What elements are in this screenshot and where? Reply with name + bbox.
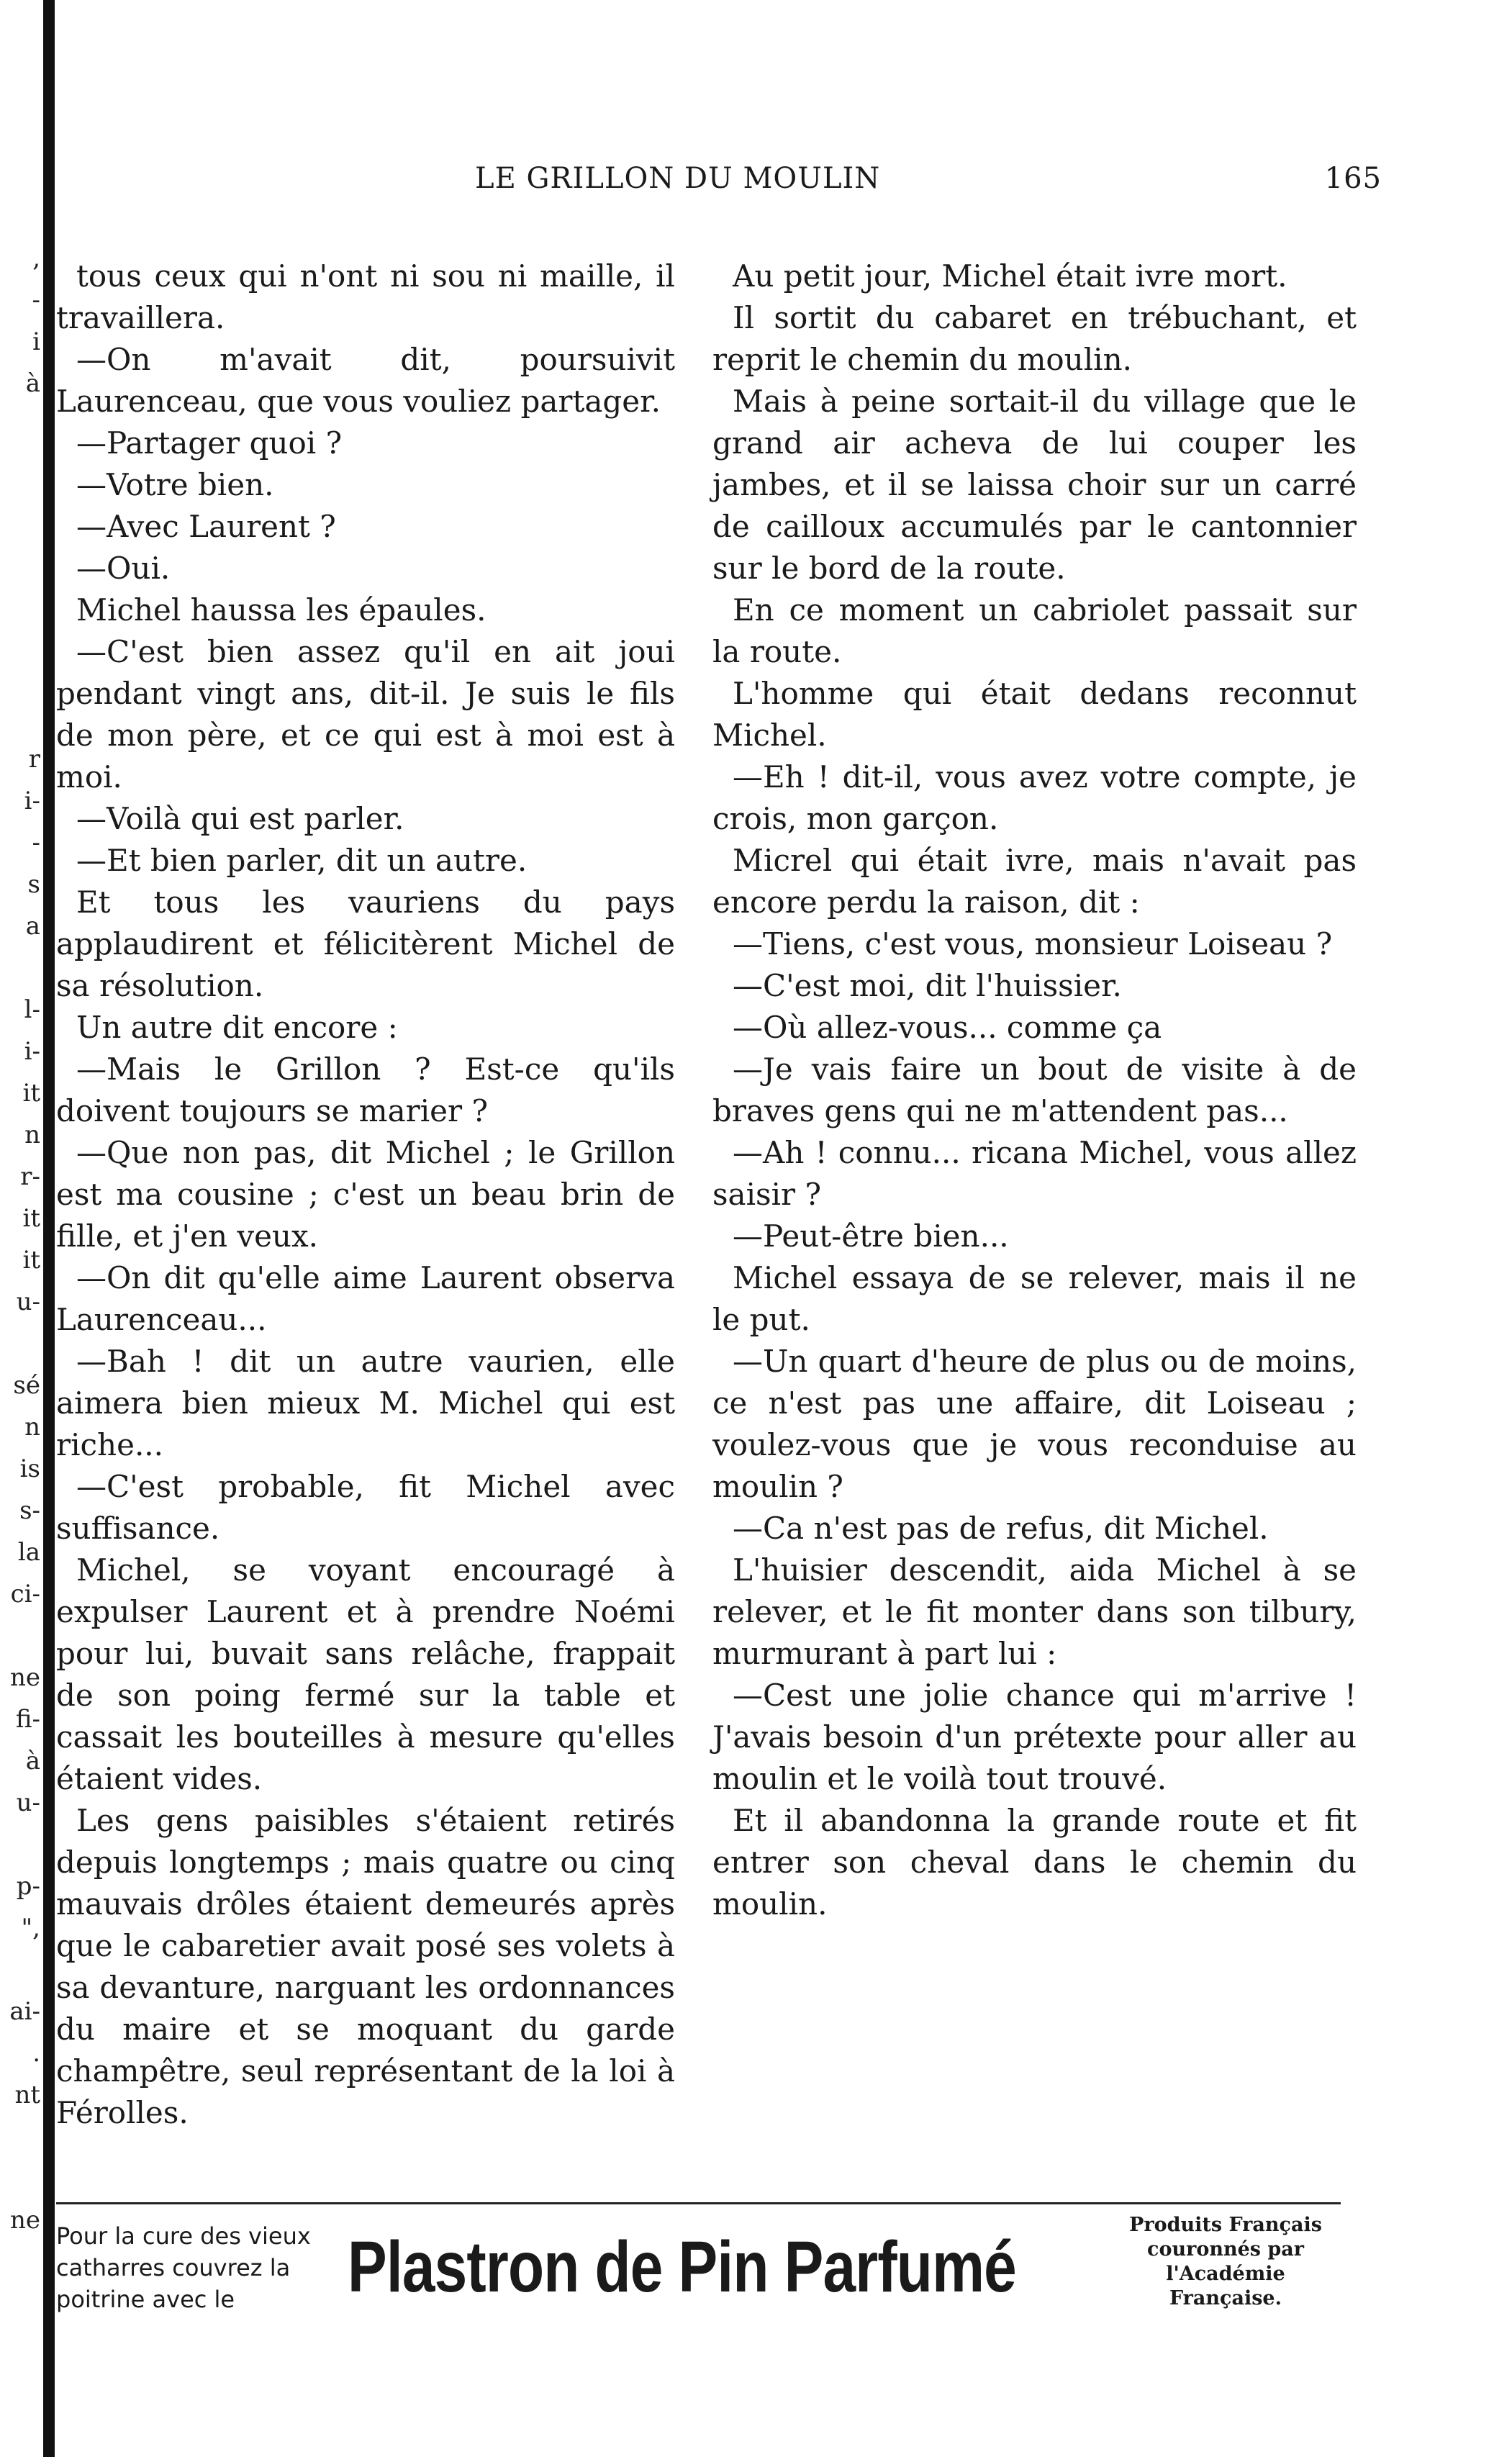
gutter-fragment: à <box>25 369 40 398</box>
ad-separator-rule <box>56 2202 1341 2204</box>
gutter-fragment: - <box>32 286 40 315</box>
gutter-fragment <box>0 1323 42 1365</box>
paragraph: Michel essaya de se relever, mais il ne le put. <box>712 1260 1357 1337</box>
paragraph: —Cest une jolie chance qui m'arrive ! J'avais besoin d'un prétexte pour aller au moulin et le voilà tout trouvé. <box>712 1678 1357 1796</box>
gutter-fragment: it <box>22 1204 40 1233</box>
paragraph: —Votre bien. <box>76 467 274 502</box>
gutter-fragment: , <box>32 244 40 273</box>
gutter-fragment: sé <box>13 1371 40 1400</box>
gutter-fragment: is <box>19 1454 40 1483</box>
paragraph: tous ceux qui n'ont ni sou ni maille, il travaillera. <box>56 258 675 335</box>
gutter-fragment <box>0 446 42 488</box>
paragraph: Un autre dit encore : <box>76 1010 398 1045</box>
right-text-column <box>712 255 1357 1925</box>
gutter-fragment: n <box>24 1413 40 1442</box>
adjacent-page-fragments <box>0 237 42 2238</box>
paragraph: En ce moment un cabriolet passait sur la route. <box>712 592 1357 669</box>
gutter-fragment: - <box>32 828 40 857</box>
paragraph: —C'est moi, dit l'huissier. <box>733 968 1122 1003</box>
gutter-fragment: a <box>25 912 40 941</box>
paragraph: —Et bien parler, dit un autre. <box>76 843 528 878</box>
binding-edge <box>43 0 55 2457</box>
paragraph: —Ah ! connu... ricana Michel, vous allez saisir ? <box>712 1135 1357 1212</box>
running-title: LE GRILLON DU MOULIN <box>475 162 881 195</box>
paragraph: —Un quart d'heure de plus ou de moins, ce n'est pas une affaire, dit Loiseau ; voulez-vous que je vous reconduise au moulin ? <box>712 1344 1357 1504</box>
advertisement <box>56 2213 1341 2364</box>
ad-headline: Plastron de Pin Parfumé <box>348 2227 1016 2307</box>
paragraph: Michel, se voyant encouragé à expulser Laurent et à prendre Noémi pour lui, buvait sans relâche, frappait de son poing fermé sur la table et cassait les bouteilles à mesure qu'elles étaient vides. <box>56 1552 675 1796</box>
gutter-fragment: u- <box>16 1788 40 1817</box>
paragraph: Michel haussa les épaules. <box>76 592 486 628</box>
paragraph: L'homme qui était dedans reconnut Michel. <box>712 676 1357 753</box>
paragraph: —Peut-être bien... <box>733 1218 1009 1254</box>
gutter-fragment: ne <box>9 2206 40 2235</box>
gutter-fragment: ne <box>9 1663 40 1692</box>
paragraph: Mais à peine sortait-il du village que le grand air acheva de lui couper les jambes, et il se laissa choir sur un carré de cailloux accumulés par le cantonnier sur le bord de la route. <box>712 384 1357 586</box>
gutter-fragment <box>0 613 42 655</box>
gutter-fragment: ci- <box>10 1580 40 1608</box>
paragraph: —Eh ! dit-il, vous avez votre compte, je crois, mon garçon. <box>712 759 1357 836</box>
paragraph: —Oui. <box>76 551 171 586</box>
gutter-fragment <box>0 2116 42 2158</box>
paragraph: —C'est bien assez qu'il en ait joui pendant vingt ans, dit-il. Je suis le fils de mon père, et ce qui est à moi est à moi. <box>56 634 675 795</box>
ad-right-line: Française. <box>1169 2287 1282 2309</box>
gutter-fragment: fi- <box>15 1705 40 1734</box>
paragraph: Les gens paisibles s'étaient retirés depuis longtemps ; mais quatre ou cinq mauvais drôles étaient demeurés après que le cabaretier avait posé ses volets à sa devanture, narguant les ordonnances du maire et se moquant du garde champêtre, seul représentant de la loi à Férolles. <box>56 1803 675 2130</box>
paragraph: —Bah ! dit un autre vaurien, elle aimera bien mieux M. Michel qui est riche... <box>56 1344 675 1462</box>
gutter-fragment: r- <box>20 1162 40 1191</box>
gutter-fragment <box>0 655 42 697</box>
paragraph: —On m'avait dit, poursuivit Laurenceau, que vous vouliez partager. <box>56 342 675 419</box>
paragraph: Au petit jour, Michel était ivre mort. <box>733 258 1287 294</box>
paragraph: —On dit qu'elle aime Laurent observa Laurenceau... <box>56 1260 675 1337</box>
ad-right-text <box>1110 2213 1341 2311</box>
paragraph: —Mais le Grillon ? Est-ce qu'ils doivent toujours se marier ? <box>56 1051 675 1128</box>
gutter-fragment <box>0 530 42 571</box>
gutter-fragment: la <box>17 1538 40 1567</box>
gutter-fragment: p- <box>16 1872 40 1901</box>
gutter-fragment: i- <box>24 1037 40 1066</box>
gutter-fragment <box>0 1949 42 1991</box>
gutter-fragment <box>0 488 42 530</box>
paragraph: —Où allez-vous... comme ça <box>733 1010 1162 1045</box>
gutter-fragment <box>0 697 42 738</box>
gutter-fragment: ai- <box>9 1997 40 2026</box>
gutter-fragment: l- <box>24 995 40 1024</box>
gutter-fragment <box>0 1824 42 1865</box>
gutter-fragment: i <box>32 327 40 356</box>
ad-right-line: couronnés par <box>1147 2238 1304 2261</box>
paragraph: —C'est probable, fit Michel avec suffisance. <box>56 1469 675 1546</box>
gutter-fragment <box>0 947 42 989</box>
paragraph: —Avec Laurent ? <box>76 509 336 544</box>
gutter-fragment: à <box>25 1747 40 1775</box>
gutter-fragment: n <box>24 1121 40 1149</box>
gutter-fragment: s <box>27 870 40 899</box>
ad-right-line: l'Académie <box>1166 2263 1285 2285</box>
gutter-fragment: it <box>22 1246 40 1275</box>
paragraph: —Tiens, c'est vous, monsieur Loiseau ? <box>733 926 1333 961</box>
paragraph: Il sortit du cabaret en trébuchant, et reprit le chemin du moulin. <box>712 300 1357 377</box>
ad-right-line: Produits Français <box>1129 2214 1322 2236</box>
gutter-fragment: ", <box>21 1914 40 1942</box>
gutter-fragment <box>0 404 42 446</box>
paragraph: Micrel qui était ivre, mais n'avait pas encore perdu la raison, dit : <box>712 843 1357 920</box>
paragraph: L'huisier descendit, aida Michel à se relever, et le fit monter dans son tilbury, murmurant à part lui : <box>712 1552 1357 1671</box>
gutter-fragment: i- <box>24 787 40 815</box>
gutter-fragment: r <box>28 745 40 774</box>
paragraph: —Partager quoi ? <box>76 425 343 461</box>
page-number: 165 <box>1324 162 1382 195</box>
paragraph: —Que non pas, dit Michel ; le Grillon est ma cousine ; c'est un beau brin de fille, et j'en veux. <box>56 1135 675 1254</box>
gutter-fragment: u- <box>16 1288 40 1316</box>
gutter-fragment: s- <box>19 1496 40 1525</box>
paragraph: Et tous les vauriens du pays applaudirent et félicitèrent Michel de sa résolution. <box>56 884 675 1003</box>
paragraph: —Je vais faire un bout de visite à de braves gens qui ne m'attendent pas... <box>712 1051 1357 1128</box>
paragraph: Et il abandonna la grande route et fit entrer son cheval dans le chemin du moulin. <box>712 1803 1357 1922</box>
gutter-fragment <box>0 2158 42 2199</box>
gutter-fragment: nt <box>14 2081 40 2109</box>
ad-left-text: Pour la cure des vieux catharres couvrez la poitrine avec le <box>56 2222 311 2313</box>
gutter-fragment <box>0 1615 42 1657</box>
gutter-fragment: . <box>32 2039 40 2068</box>
left-text-column <box>56 255 675 2134</box>
gutter-fragment: it <box>22 1079 40 1108</box>
paragraph: —Ca n'est pas de refus, dit Michel. <box>733 1511 1269 1546</box>
gutter-fragment <box>0 571 42 613</box>
paragraph: —Voilà qui est parler. <box>76 801 404 836</box>
